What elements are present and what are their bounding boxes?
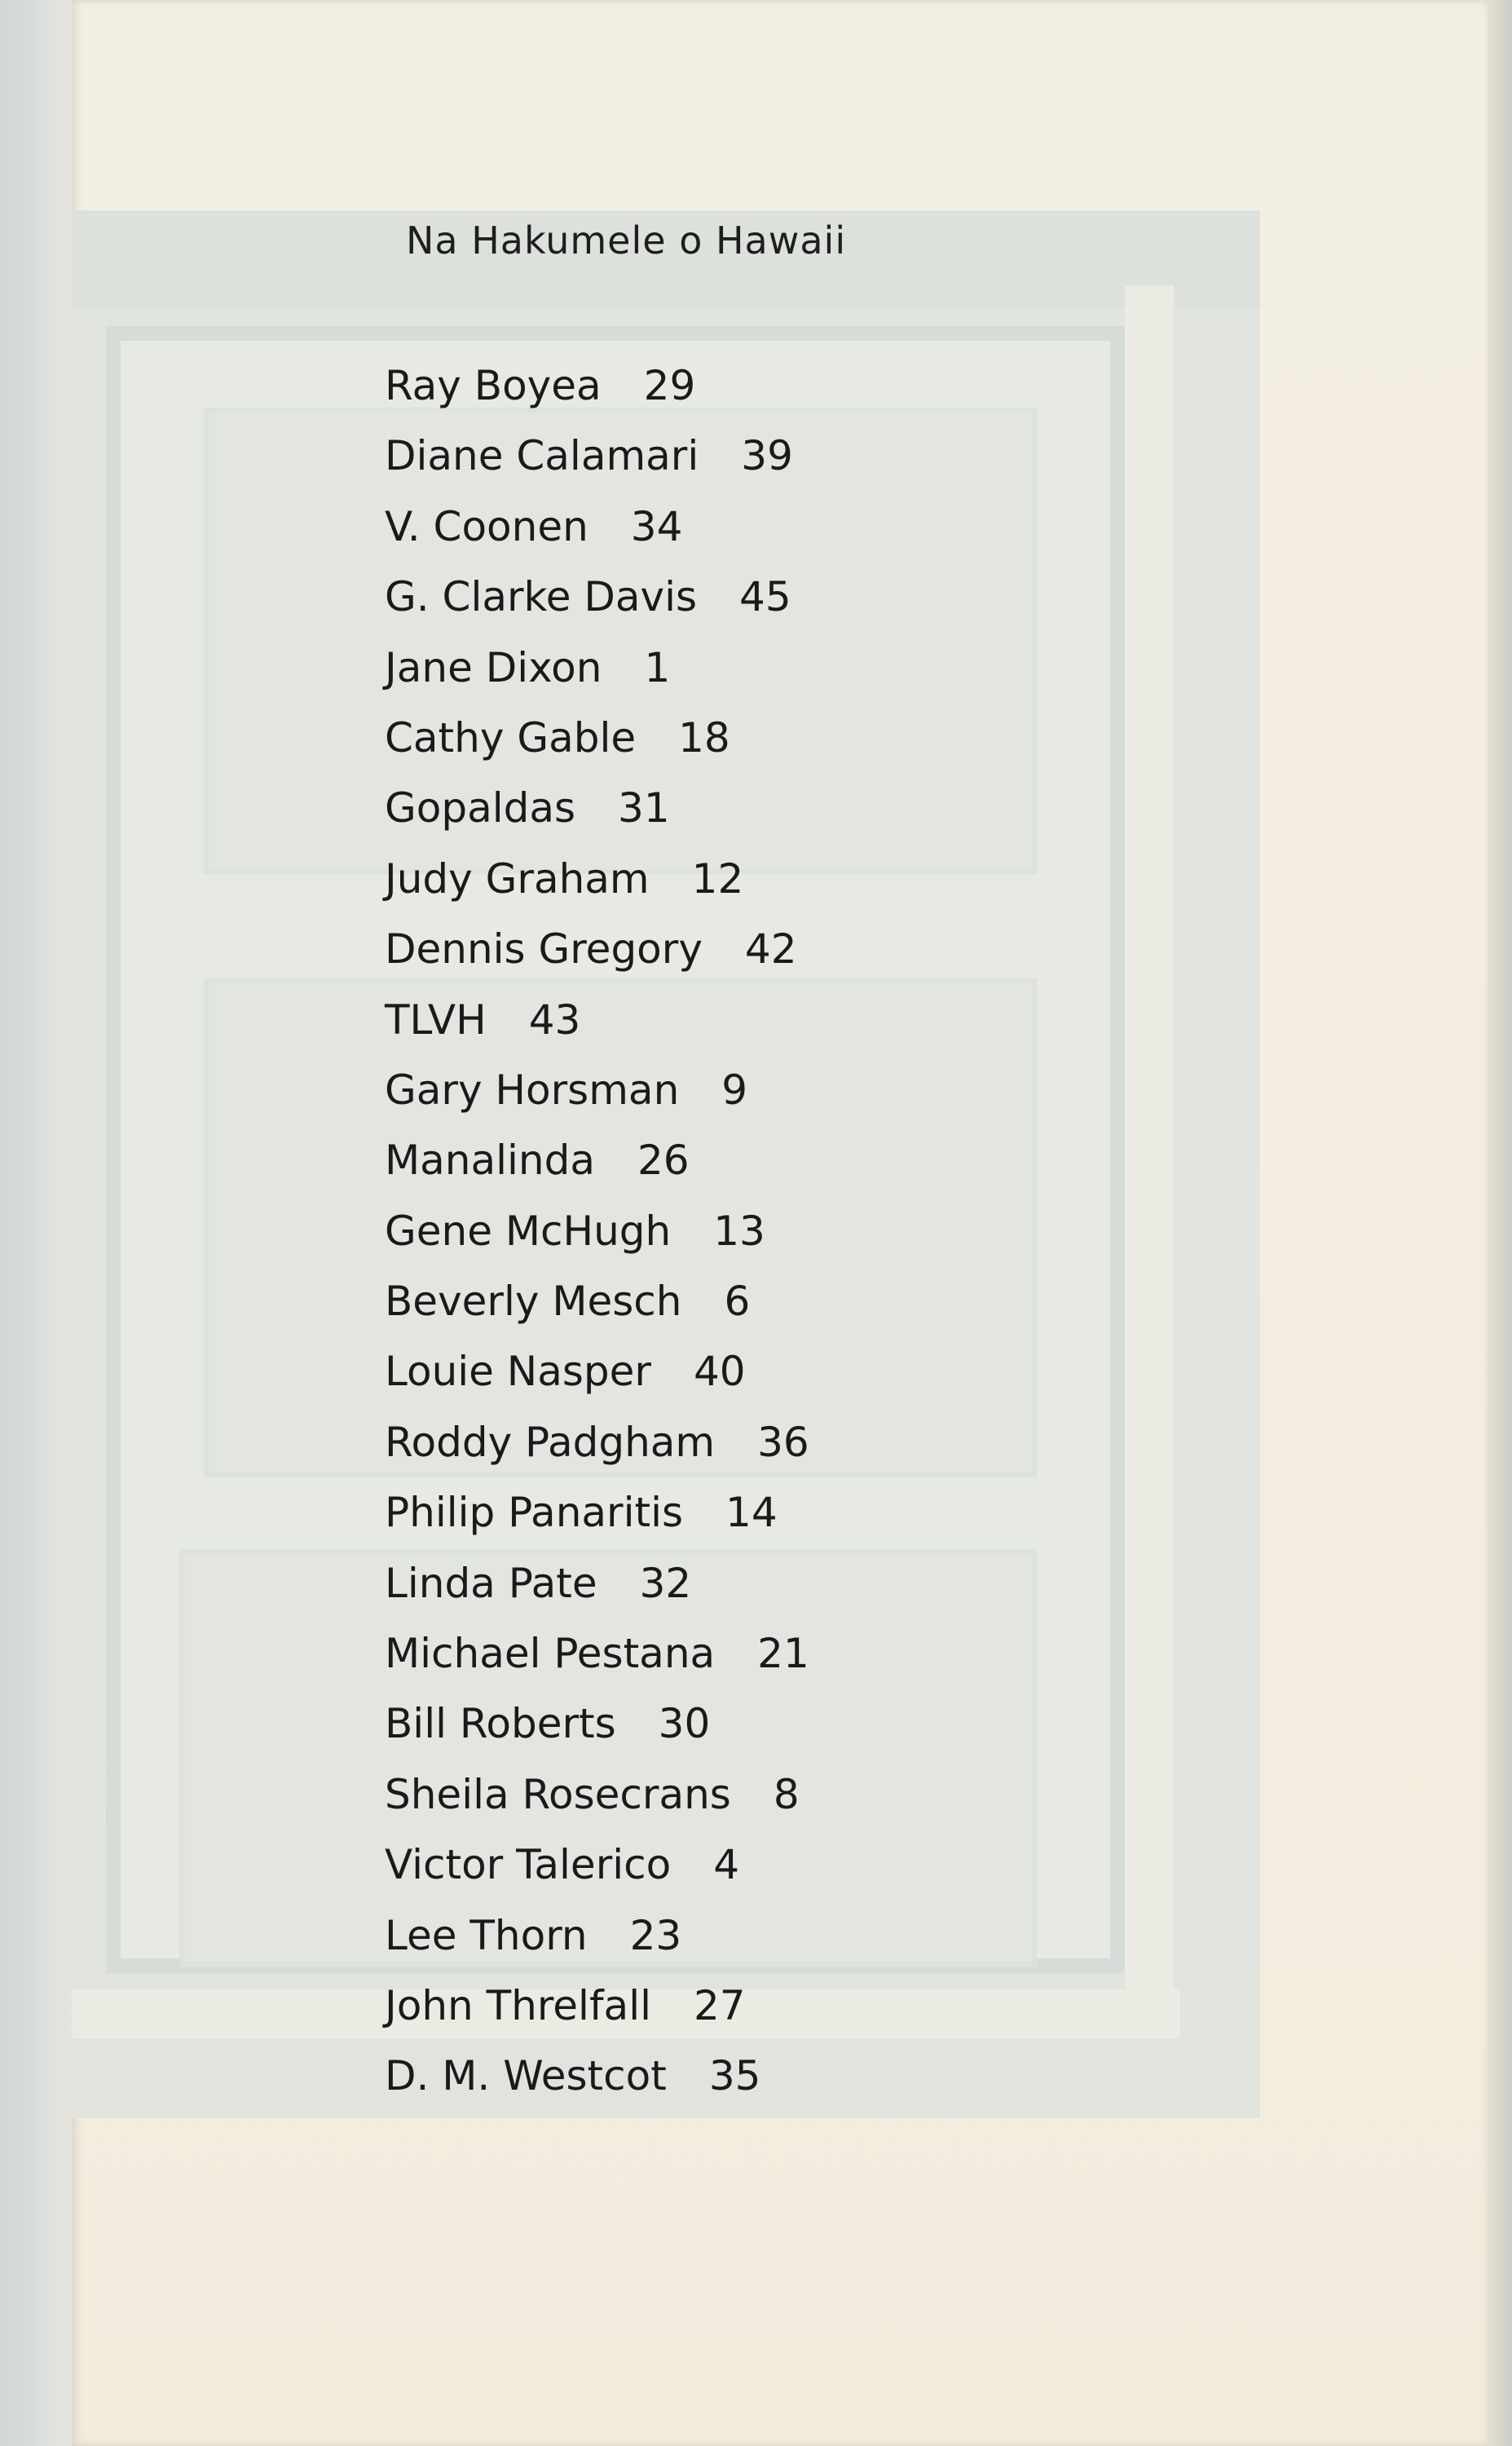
index-entry [385,1196,809,1266]
contributor-name: Gopaldas [385,784,576,832]
index-entry [385,1407,809,1477]
contributor-name: Roddy Padgham [385,1418,716,1466]
index-entry [385,1477,809,1548]
contributor-index [385,351,809,2112]
contributor-name: Jane Dixon [385,643,602,691]
index-entry [385,562,809,632]
page-number: 21 [757,1630,809,1678]
page-number: 34 [630,502,683,550]
contributor-name: Judy Graham [385,854,650,903]
page-number: 27 [693,1981,746,2029]
page-number: 26 [637,1137,690,1185]
contributor-name: V. Coonen [385,502,588,550]
contributor-name: Gary Horsman [385,1066,680,1114]
index-entry [385,1971,809,2041]
page-number: 23 [629,1911,682,1959]
contributor-name: Lee Thorn [385,1911,588,1959]
page-number: 42 [744,925,797,974]
contributor-name: Gene McHugh [385,1207,672,1255]
page-number: 4 [713,1841,740,1889]
page-number: 14 [725,1489,778,1537]
page-number: 12 [691,854,744,903]
index-entry [385,703,809,773]
page-number: 30 [658,1700,711,1748]
page-number: 45 [739,573,791,621]
index-entry [385,1830,809,1900]
background-print-light-frame [1125,285,1174,2022]
index-entry [385,1618,809,1689]
contributor-name: Louie Nasper [385,1348,651,1396]
contributor-name: Michael Pestana [385,1630,716,1678]
page-number: 13 [713,1207,765,1255]
index-entry [385,1901,809,1971]
page-number: 36 [757,1418,809,1466]
page-number: 18 [678,713,730,762]
contributor-name: TLVH [385,996,487,1044]
index-entry [385,351,809,421]
page-number: 9 [721,1066,748,1114]
page-number: 39 [741,432,793,480]
index-entry [385,492,809,562]
contributor-name: Philip Panaritis [385,1489,684,1537]
contributor-name: Linda Pate [385,1559,597,1607]
index-entry [385,773,809,843]
index-entry [385,985,809,1055]
contributor-name: D. M. Westcot [385,2052,667,2100]
page-number: 1 [644,643,671,691]
index-entry [385,633,809,703]
contributor-name: Cathy Gable [385,713,637,762]
page-number: 40 [693,1348,746,1396]
contributor-name: Manalinda [385,1137,595,1185]
page-number: 31 [618,784,670,832]
contributor-name: Dennis Gregory [385,925,703,974]
index-entry [385,914,809,984]
index-entry [385,1125,809,1195]
page-number: 8 [773,1770,800,1818]
page-right-edge-shadow [1488,0,1512,2446]
index-entry [385,1055,809,1125]
contributor-name: Beverly Mesch [385,1278,682,1326]
contributor-name: G. Clarke Davis [385,573,698,621]
page-number: 32 [639,1559,692,1607]
index-entry [385,2041,809,2111]
index-entry [385,421,809,491]
contributor-name: Bill Roberts [385,1700,616,1748]
index-entry [385,844,809,914]
index-entry [385,1266,809,1336]
index-entry [385,1548,809,1618]
page-number: 43 [528,996,581,1044]
contributor-name: Ray Boyea [385,362,602,409]
page-number: 29 [643,362,696,409]
contributor-name: Sheila Rosecrans [385,1770,731,1818]
index-entry [385,1759,809,1830]
contributor-name: Diane Calamari [385,432,699,480]
contributor-name: Victor Talerico [385,1841,672,1889]
page-number: 35 [708,2052,761,2100]
index-entry [385,1689,809,1759]
page-number: 6 [724,1278,751,1326]
index-entry [385,1336,809,1406]
contributor-name: John Threlfall [385,1981,651,2029]
page-title: Na Hakumele o Hawaii [406,219,847,263]
